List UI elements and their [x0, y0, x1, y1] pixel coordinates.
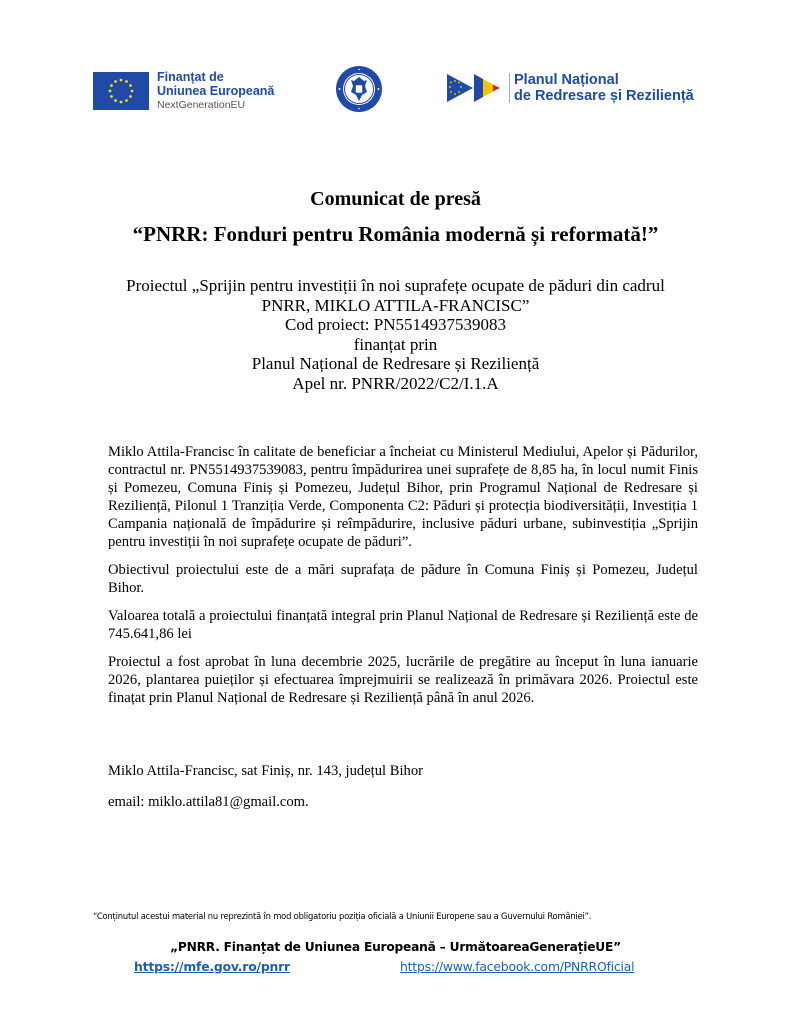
eu-logo-text — [157, 70, 274, 112]
pnrr-arrows-icon — [447, 73, 507, 103]
pnrr-logo-text — [514, 72, 694, 104]
pnrr-logo — [447, 72, 694, 104]
eu-logo-line-1: Finanțat de — [157, 70, 224, 84]
financed-by-label: finanțat prin — [353, 334, 438, 354]
paragraph-contract: Miklo Attila-Francisc în calitate de beneficiar a încheiat cu Ministerul Mediului, Apelor și Pădurilor, contractul nr. PN5514937539083, pentru împădurirea unei suprafețe de 8,85 ha, în locul numit Finis și Pomezeu, Comuna Finiș și Pomezeu, Județul Bihor, prin Programul Național de Redresare și Reziliență, Pilonul 1 Tranziția Verde, Componenta C2: Păduri și protecția biodiversității, Investiția 1 Campania națională de împădurire și reîmpădurire, inclusive păduri urbane, subinvestiția „Sprijin pentru investiții în noi suprafețe ocupate de păduri”. — [108, 444, 698, 550]
project-code: Cod proiect: PN5514937539083 — [285, 315, 506, 334]
press-release-body — [108, 443, 698, 717]
page-title: Comunicat de presă — [310, 188, 481, 210]
eu-funding-logo — [93, 70, 274, 112]
page-subtitle: “PNRR: Fonduri pentru România modernă și reformată!” — [132, 222, 659, 246]
contact-email: email: miklo.attila81@gmail.com. — [108, 794, 309, 810]
header-logos — [0, 64, 791, 114]
paragraph-timeline: Proiectul a fost aprobat în luna decembrie 2025, lucrările de pregătire au început în luna ianuarie 2026, plantarea puieților și efectuarea împrejmuirii se realizează în primăvara 2026. Proiectul este finațat prin Planul Național de Redresare și Reziliență până în anul 2026. — [108, 654, 698, 706]
project-name-line-2: PNRR, MIKLO ATTILA-FRANCISC” — [261, 295, 530, 315]
facebook-pnrr-link[interactable]: https://www.facebook.com/PNRROficial — [400, 959, 635, 974]
project-name-line-1: Proiectul „Sprijin pentru investiții în noi suprafețe ocupate de păduri din cadrul — [126, 276, 665, 295]
pnrr-logo-line-2: de Redresare și Reziliență — [514, 88, 694, 104]
project-info — [0, 276, 791, 393]
footer-slogan: „PNRR. Finanțat de Uniunea Europeană – UrmătoareaGenerațieUE” — [170, 940, 621, 954]
footer-disclaimer: “Conținutul acestui material nu reprezintă în mod obligatoriu poziția oficială a Uniunii Europene sau a Guvernului României”. — [93, 911, 592, 921]
call-number: Apel nr. PNRR/2022/C2/I.1.A — [292, 373, 499, 393]
pnrr-logo-divider — [509, 73, 510, 103]
contact-address: Miklo Attila-Francisc, sat Finiș, nr. 143, județul Bihor — [108, 763, 423, 779]
pnrr-logo-line-1: Planul Național — [514, 72, 619, 88]
program-name: Planul Național de Redresare și Reziliență — [251, 354, 540, 373]
eu-logo-line-3: NextGenerationEU — [157, 99, 246, 111]
paragraph-value: Valoarea totală a proiectului finanțată integral prin Planul Național de Redresare și Reziliență este de 745.641,86 lei — [108, 608, 698, 642]
mfe-pnrr-link[interactable]: https://mfe.gov.ro/pnrr — [134, 959, 290, 974]
paragraph-objective: Obiectivul proiectului este de a mări suprafața de pădure în Comuna Finiș și Pomezeu, Județul Bihor. — [108, 562, 698, 596]
eu-logo-line-2: Uniunea Europeană — [157, 84, 275, 98]
guvernul-romaniei-seal-icon — [334, 64, 384, 114]
eu-flag-icon — [93, 72, 149, 110]
